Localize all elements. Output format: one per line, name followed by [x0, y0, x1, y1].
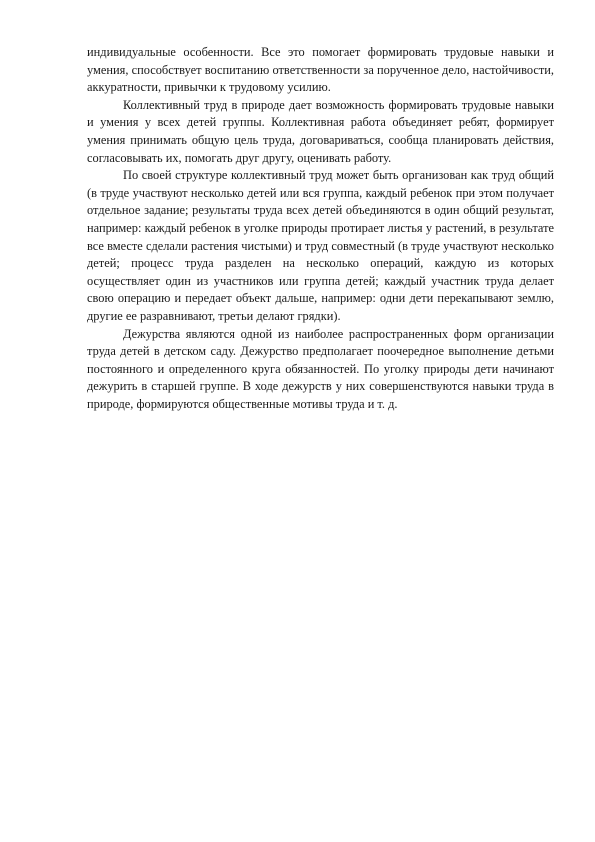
paragraph-duties: Дежурства являются одной из наиболее распространенных форм организации труда детей в детском саду. Дежурство предполагает поочередное выполнение детьми постоянного и определенного круга обязанностей. По уголку природы дети начинают дежурить в старшей группе. В ходе дежурств у них совершенствуются навыки труда в природе, формируются общественные мотивы труда и т. д. [87, 326, 554, 411]
body-text [87, 44, 554, 413]
paragraph-collective-labor: Коллективный труд в природе дает возможность формировать трудовые навыки и умения у всех детей группы. Коллективная работа объединяет ребят, формирует умения принимать общую цель труда, договариваться, сообща планировать действия, согласовывать их, помогать друг другу, оценивать работу. [87, 97, 554, 165]
paragraph-continuation: индивидуальные особенности. Все это помогает формировать трудовые навыки и умения, способствует воспитанию ответственности за порученное дело, настойчивости, аккуратности, привычки к трудовому усилию. [87, 45, 554, 95]
paragraph-labor-structure: По своей структуре коллективный труд может быть организован как труд общий (в труде участвуют несколько детей или вся группа, каждый ребенок при этом получает отдельное задание; результаты труда всех детей объединяются в один общий результат, например: каждый ребенок в уголке природы протирает листья у растений, в результате все вместе сделали растения чистыми) и труд совместный (в труде участвуют несколько детей; процесс труда разделен на несколько операций, каждую из которых осуществляет один из участников или группа детей; каждый участник труда делает свою операцию и передает объект дальше, например: одни дети перекапывают землю, другие ее разравнивают, третьи делают грядки). [87, 168, 554, 323]
